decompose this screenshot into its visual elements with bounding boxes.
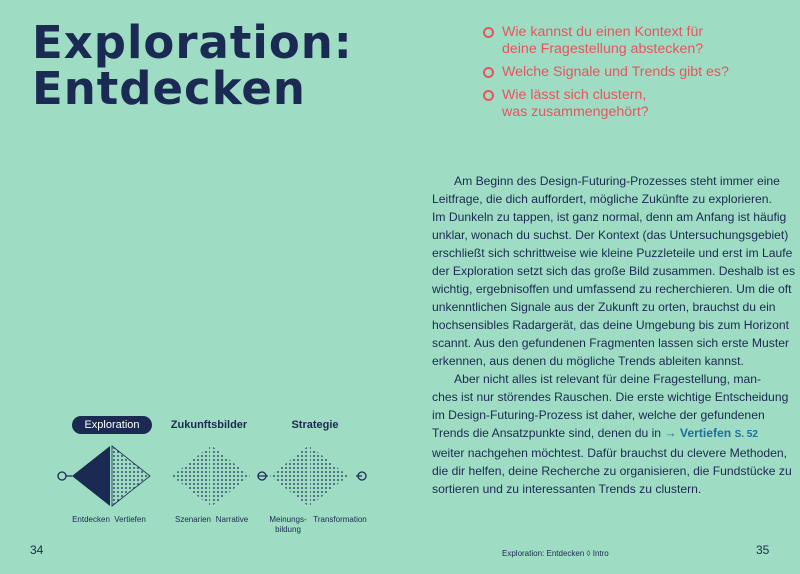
body-text (432, 172, 796, 498)
text-line: hochsensibles Radargerät, das deine Umgebung bis zum Horizont (432, 318, 789, 332)
text-line-with-reference (432, 424, 772, 444)
page-title (32, 16, 353, 115)
diamond-transformation (310, 446, 348, 506)
diamond-szenarien (172, 446, 210, 506)
breadcrumb-next: Intro (592, 549, 609, 558)
diamond-vertiefen (112, 446, 150, 506)
text-line: unklar, wonach du suchst. Der Kontext (das Untersuchungsgebiet) (432, 228, 789, 242)
text-line: sortieren und zu interessanten Trends zu clustern. (432, 482, 702, 496)
text-line: im Design-Futuring-Prozess ist daher, welche der gefundenen (432, 408, 765, 422)
question-line: deine Fragestellung abstecken? (502, 41, 704, 57)
text-line: ches ist nur störendes Rauschen. Die erste wichtige Entscheidung (432, 390, 789, 404)
question-line: Welche Signale und Trends gibt es? (502, 64, 729, 80)
text-line: wichtig, ergebnisoffen und umfassend zu recherchieren. Um die oft (432, 282, 792, 296)
text-line: scannt. Aus den gefundenen Fragmenten lassen sich erste Muster (432, 336, 790, 350)
text-fragment: Trends die Ansatzpunkte sind, denen du in (432, 426, 662, 440)
text-line: Am Beginn des Design-Futuring-Prozesses steht immer eine (454, 174, 780, 188)
diagram-label-entdecken: Entdecken (72, 515, 110, 524)
breadcrumb-current: Entdecken (546, 549, 585, 558)
phase-label-zukunftsbilder: Zukunftsbilder (170, 419, 248, 431)
guiding-questions (483, 24, 783, 127)
text-line: erkennen, aus denen du mögliche Trends ableiten kannst. (432, 354, 744, 368)
text-line: die dir helfen, deine Recherche zu organisieren, die Fundstücke zu (432, 464, 792, 478)
text-line: unkenntlichen Signale aus der Zukunft zu orten, brauchst du ein (432, 300, 776, 314)
cross-reference-link[interactable]: → Vertiefen (664, 426, 732, 440)
phase-label-strategie: Strategie (291, 419, 339, 431)
double-diamond-graphic (52, 442, 382, 512)
text-line: erschließt sich schrittweise wie kleine Puzzleteile und erst im Laufe (432, 246, 793, 260)
breadcrumb-section: Exploration: (502, 549, 545, 558)
text-line: weiter nachgehen möchtest. Dafür brauchst du clevere Methoden, (432, 446, 787, 460)
circle-bullet-icon (483, 67, 494, 78)
diamond-entdecken (72, 446, 110, 506)
question-item (483, 24, 783, 58)
page-number-right: 35 (756, 543, 770, 557)
question-item (483, 64, 783, 81)
title-line-2: Entdecken (32, 62, 306, 115)
cross-reference-page[interactable]: S. 52 (734, 429, 758, 440)
text-line: der Exploration setzt sich das große Bild zusammen. Deshalb ist es (432, 264, 796, 278)
question-line: Wie lässt sich clustern, (502, 87, 647, 103)
diagram-label-vertiefen: Vertiefen (114, 515, 146, 524)
diagram-label-narrative: Narrative (215, 515, 249, 524)
text-line: Leitfrage, die dich auffordert, mögliche Zukünfte zu explorieren. (432, 192, 772, 206)
process-diagram (52, 412, 382, 542)
title-line-1: Exploration: (32, 16, 353, 69)
footer-breadcrumb (502, 549, 609, 558)
text-line: Aber nicht alles ist relevant für deine Fragestellung, man- (454, 372, 762, 386)
circle-bullet-icon (483, 27, 494, 38)
circle-bullet-icon (483, 90, 494, 101)
diamond-meinungsbildung (270, 446, 308, 506)
diagram-label-meinungsbildung: Meinungs- bildung (269, 515, 307, 534)
question-line: was zusammengehört? (502, 104, 649, 120)
phase-pill-exploration: Exploration (72, 416, 152, 434)
question-item (483, 87, 783, 121)
diamond-narrative (212, 446, 250, 506)
diagram-label-szenarien: Szenarien (174, 515, 212, 524)
page-number-left: 34 (30, 543, 44, 557)
text-line: Im Dunkeln zu tappen, ist ganz normal, denn am Anfang ist häufig (432, 210, 787, 224)
start-node-icon (58, 472, 66, 480)
diamond-separator-icon: ◊ (586, 549, 591, 558)
question-line: Wie kannst du einen Kontext für (502, 24, 704, 40)
diagram-label-transformation: Transformation (313, 515, 367, 524)
